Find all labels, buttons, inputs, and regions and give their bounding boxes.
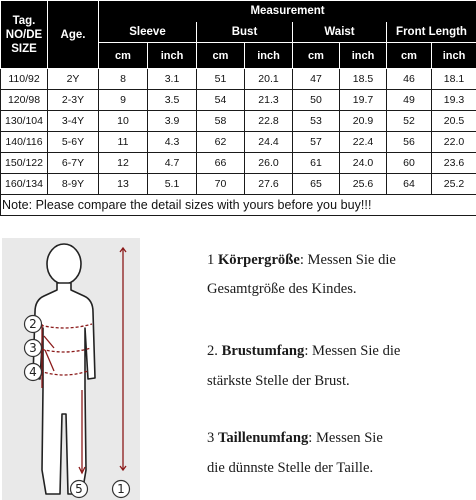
- unit-inch: inch: [340, 43, 387, 69]
- age-header: Age.: [48, 1, 99, 69]
- instruction-text: : Messen Sie: [308, 430, 383, 446]
- instruction-3-line-1: [207, 430, 383, 447]
- value-cell: 9: [99, 90, 148, 111]
- table-row: [1, 153, 476, 174]
- value-cell: 25.6: [340, 174, 387, 195]
- value-cell: 4.3: [148, 132, 197, 153]
- marker-2: [25, 316, 42, 333]
- tag-cell: 150/122: [1, 153, 48, 174]
- value-cell: 4.7: [148, 153, 197, 174]
- unit-inch: inch: [432, 43, 476, 69]
- marker-3: [25, 340, 42, 357]
- value-cell: 20.1: [245, 69, 293, 90]
- waist-header: Waist: [293, 22, 387, 43]
- instruction-number: 1: [207, 252, 215, 268]
- value-cell: 5.1: [148, 174, 197, 195]
- table-row: [1, 69, 476, 90]
- value-cell: 58: [197, 111, 245, 132]
- front-length-header: Front Length: [387, 22, 476, 43]
- unit-inch: inch: [148, 43, 197, 69]
- bust-header: Bust: [197, 22, 293, 43]
- value-cell: 62: [197, 132, 245, 153]
- value-cell: 8: [99, 69, 148, 90]
- measurement-header: Measurement: [99, 1, 476, 22]
- value-cell: 24.0: [340, 153, 387, 174]
- age-cell: 2-3Y: [48, 90, 99, 111]
- value-cell: 54: [197, 90, 245, 111]
- size-table: [0, 0, 476, 216]
- tag-cell: 120/98: [1, 90, 48, 111]
- value-cell: 20.5: [432, 111, 476, 132]
- instruction-1-line-1: [207, 252, 396, 269]
- value-cell: 3.5: [148, 90, 197, 111]
- svg-text:5: 5: [75, 482, 83, 496]
- value-cell: 20.9: [340, 111, 387, 132]
- value-cell: 47: [293, 69, 340, 90]
- instruction-term: Körpergröße: [217, 252, 300, 268]
- value-cell: 19.3: [432, 90, 476, 111]
- value-cell: 70: [197, 174, 245, 195]
- value-cell: 10: [99, 111, 148, 132]
- table-row: [1, 90, 476, 111]
- table-row: [1, 111, 476, 132]
- marker-1: [113, 481, 130, 498]
- value-cell: 66: [197, 153, 245, 174]
- value-cell: 53: [293, 111, 340, 132]
- note-row: [1, 195, 476, 216]
- svg-text:3: 3: [29, 341, 37, 355]
- value-cell: 22.4: [340, 132, 387, 153]
- instruction-number: 3: [207, 430, 215, 446]
- value-cell: 21.3: [245, 90, 293, 111]
- tag-cell: 110/92: [1, 69, 48, 90]
- value-cell: 3.1: [148, 69, 197, 90]
- value-cell: 18.5: [340, 69, 387, 90]
- table-row: [1, 132, 476, 153]
- value-cell: 25.2: [432, 174, 476, 195]
- note-text: Note: Please compare the detail sizes with yours before you buy!!!: [1, 195, 476, 216]
- value-cell: 24.4: [245, 132, 293, 153]
- instruction-3-line-2: die dünnste Stelle der Taille.: [207, 460, 374, 476]
- value-cell: 46: [387, 69, 432, 90]
- value-cell: 64: [387, 174, 432, 195]
- value-cell: 23.6: [432, 153, 476, 174]
- age-cell: 2Y: [48, 69, 99, 90]
- instruction-number: 2.: [207, 343, 218, 359]
- child-silhouette-icon: [2, 238, 140, 500]
- measurement-figure: [2, 238, 140, 500]
- value-cell: 19.7: [340, 90, 387, 111]
- age-cell: 6-7Y: [48, 153, 99, 174]
- instruction-term: Taillenumfang: [217, 430, 309, 446]
- instruction-2-line-1: [207, 343, 400, 360]
- marker-4: [25, 364, 42, 381]
- unit-cm: cm: [293, 43, 340, 69]
- figure-head: [47, 244, 81, 284]
- instruction-1-line-2: Gesamtgröße des Kindes.: [207, 281, 357, 297]
- value-cell: 18.1: [432, 69, 476, 90]
- value-cell: 65: [293, 174, 340, 195]
- table-row: [1, 174, 476, 195]
- value-cell: 3.9: [148, 111, 197, 132]
- unit-cm: cm: [99, 43, 148, 69]
- value-cell: 52: [387, 111, 432, 132]
- value-cell: 22.8: [245, 111, 293, 132]
- age-cell: 8-9Y: [48, 174, 99, 195]
- value-cell: 51: [197, 69, 245, 90]
- unit-inch: inch: [245, 43, 293, 69]
- svg-text:4: 4: [29, 365, 37, 379]
- marker-5: [71, 481, 88, 498]
- value-cell: 13: [99, 174, 148, 195]
- value-cell: 12: [99, 153, 148, 174]
- tag-size-header: Tag. NO/DE SIZE: [1, 1, 48, 69]
- instruction-2-line-2: stärkste Stelle der Brust.: [207, 373, 350, 389]
- age-cell: 5-6Y: [48, 132, 99, 153]
- instruction-text: : Messen Sie die: [299, 252, 396, 268]
- sleeve-header: Sleeve: [99, 22, 197, 43]
- value-cell: 49: [387, 90, 432, 111]
- value-cell: 26.0: [245, 153, 293, 174]
- tag-cell: 160/134: [1, 174, 48, 195]
- age-cell: 3-4Y: [48, 111, 99, 132]
- value-cell: 27.6: [245, 174, 293, 195]
- instruction-term: Brustumfang: [221, 343, 305, 359]
- value-cell: 56: [387, 132, 432, 153]
- figure-body: [33, 283, 95, 494]
- unit-cm: cm: [197, 43, 245, 69]
- instruction-text: : Messen Sie die: [304, 343, 401, 359]
- value-cell: 22.0: [432, 132, 476, 153]
- value-cell: 50: [293, 90, 340, 111]
- tag-cell: 140/116: [1, 132, 48, 153]
- value-cell: 61: [293, 153, 340, 174]
- value-cell: 11: [99, 132, 148, 153]
- svg-text:2: 2: [29, 317, 37, 331]
- value-cell: 57: [293, 132, 340, 153]
- unit-cm: cm: [387, 43, 432, 69]
- svg-text:1: 1: [117, 482, 125, 496]
- value-cell: 60: [387, 153, 432, 174]
- tag-cell: 130/104: [1, 111, 48, 132]
